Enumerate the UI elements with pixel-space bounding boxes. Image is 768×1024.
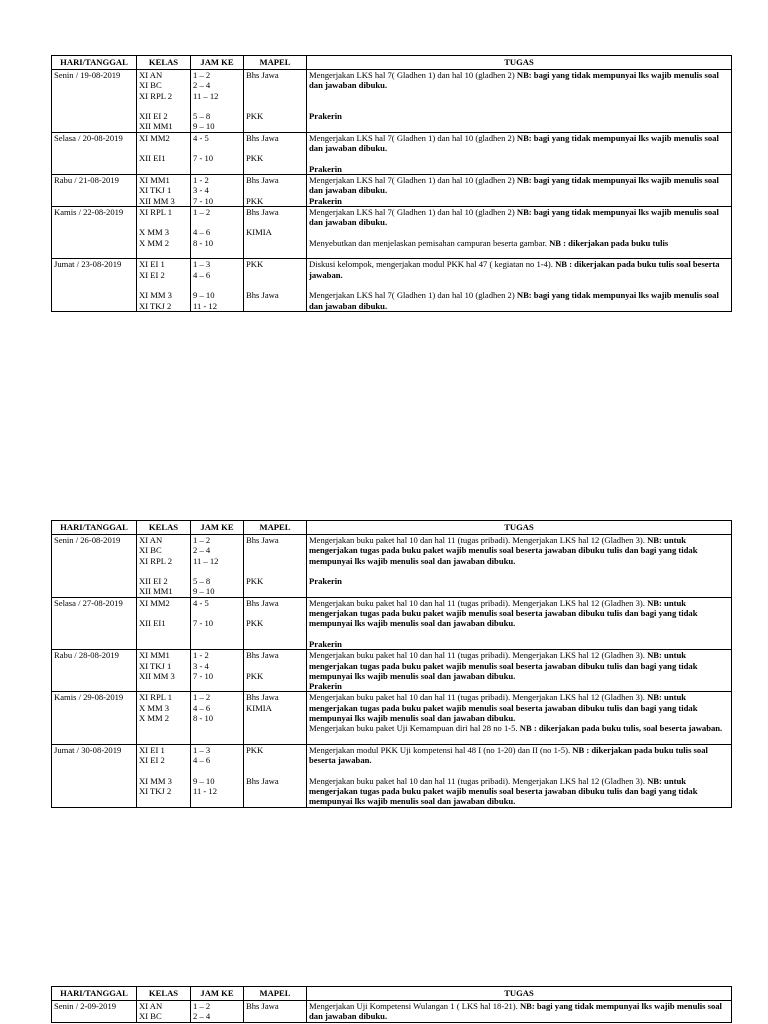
task-description: Mengerjakan buku paket hal 10 dan hal 11 (tugas pribadi). Mengerjakan LKS hal 12 (Gladhen 3). bbox=[309, 535, 648, 545]
jam-cell bbox=[191, 535, 244, 598]
task-description: Mengerjakan Uji Kompetensi Wulangan 1 ( LKS hal 18-21). bbox=[309, 1001, 520, 1011]
tugas-cell bbox=[307, 744, 732, 807]
tugas-cell bbox=[307, 650, 732, 692]
jam-value: 9 – 10 bbox=[193, 290, 215, 301]
jam-value: 9 – 10 bbox=[193, 121, 215, 132]
jam-value: 1 – 2 bbox=[193, 70, 211, 80]
mapel-value: Bhs Jawa bbox=[246, 775, 279, 786]
jam-value: 1 – 2 bbox=[193, 1001, 211, 1011]
jam-value: 7 - 10 bbox=[193, 195, 214, 206]
column-header: HARI/TANGGAL bbox=[52, 521, 137, 535]
mapel-value: Bhs Jawa bbox=[246, 70, 279, 80]
mapel-cell bbox=[244, 535, 307, 598]
schedule-row bbox=[52, 132, 732, 174]
jam-value: 8 - 10 bbox=[193, 237, 214, 248]
kelas-value: XI MM1 bbox=[139, 174, 170, 185]
jam-cell bbox=[191, 206, 244, 258]
jam-value: 4 – 6 bbox=[193, 755, 211, 766]
kelas-cell bbox=[137, 70, 191, 133]
day-date-cell bbox=[52, 259, 137, 311]
kelas-value: XII EI1 bbox=[139, 618, 166, 629]
task-note: NB: bagi yang tidak mempunyai lks wajib menulis soal dan jawaban dibuku. bbox=[309, 132, 719, 154]
column-header: MAPEL bbox=[244, 56, 307, 70]
jam-value: 9 – 10 bbox=[193, 586, 215, 597]
kelas-value: XI EI 2 bbox=[139, 755, 165, 766]
task-note: Prakerin bbox=[309, 111, 342, 122]
column-header: MAPEL bbox=[244, 987, 307, 1001]
header-row bbox=[52, 987, 732, 1001]
day-date-cell bbox=[52, 535, 137, 598]
kelas-value: XI RPL 2 bbox=[139, 555, 173, 566]
column-header: KELAS bbox=[137, 56, 191, 70]
schedule-row bbox=[52, 259, 732, 311]
task-description: Mengerjakan buku paket hal 10 dan hal 11 (tugas pribadi). Mengerjakan LKS hal 12 (Gladhen 3). bbox=[309, 597, 648, 608]
tugas-cell bbox=[307, 692, 732, 744]
jam-value: 1 – 2 bbox=[193, 692, 211, 703]
day-date: Jumat / 23-08-2019 bbox=[54, 259, 122, 270]
column-header: JAM KE bbox=[191, 521, 244, 535]
jam-cell bbox=[191, 132, 244, 174]
schedule-row bbox=[52, 597, 732, 649]
kelas-value: X MM 3 bbox=[139, 702, 170, 713]
jam-cell bbox=[191, 1001, 244, 1023]
tugas-cell bbox=[307, 597, 732, 649]
mapel-value: Bhs Jawa bbox=[246, 290, 279, 301]
task-note: NB: untuk mengerjakan tugas pada buku paket wajib menulis soal beserta jawaban dibuku tulis dan bagi yang tidak mempunyai lks wajib menulis soal dan jawaban dibuku. bbox=[309, 535, 698, 566]
tugas-cell bbox=[307, 259, 732, 311]
day-date-cell bbox=[52, 206, 137, 258]
jam-value: 11 - 12 bbox=[193, 786, 218, 797]
task-note: NB: bagi yang tidak mempunyai lks wajib menulis soal dan jawaban dibuku. bbox=[309, 206, 719, 228]
task-description: Mengerjakan buku paket hal 10 dan hal 11 (tugas pribadi). Mengerjakan LKS hal 12 (Gladhen 3). bbox=[309, 692, 648, 703]
task-note: Prakerin bbox=[309, 163, 342, 174]
jam-value: 5 – 8 bbox=[193, 111, 211, 122]
kelas-value: XII MM1 bbox=[139, 121, 173, 132]
jam-value: 1 – 2 bbox=[193, 206, 211, 217]
jam-value: 1 - 2 bbox=[193, 174, 209, 185]
kelas-value: XII EI 2 bbox=[139, 576, 168, 587]
jam-value: 2 – 4 bbox=[193, 545, 211, 556]
kelas-cell bbox=[137, 650, 191, 692]
kelas-value: XI MM1 bbox=[139, 650, 170, 661]
task-note: Prakerin bbox=[309, 195, 342, 206]
jam-cell bbox=[191, 650, 244, 692]
jam-value: 7 - 10 bbox=[193, 153, 214, 164]
mapel-value: Bhs Jawa bbox=[246, 535, 279, 545]
mapel-value: Bhs Jawa bbox=[246, 206, 279, 217]
jam-value: 3 - 4 bbox=[193, 660, 209, 671]
task-description: Diskusi kelompok, mengerjakan modul PKK hal 47 ( kegiatan no 1-4). bbox=[309, 259, 556, 270]
kelas-value: X MM 3 bbox=[139, 227, 170, 238]
schedule-row bbox=[52, 70, 732, 133]
jam-value: 5 – 8 bbox=[193, 576, 211, 587]
task-note: NB: bagi yang tidak mempunyai lks wajib menulis soal dan jawaban dibuku. bbox=[309, 1001, 722, 1022]
task-note: NB : dikerjakan pada buku tulis soal beserta jawaban. bbox=[309, 744, 708, 766]
jam-value: 4 - 5 bbox=[193, 597, 209, 608]
day-date: Rabu / 21-08-2019 bbox=[54, 174, 119, 185]
kelas-value: XI EI 2 bbox=[139, 269, 165, 280]
day-date: Senin / 26-08-2019 bbox=[54, 535, 121, 545]
task-note: NB: untuk mengerjakan tugas pada buku paket wajib menulis soal beserta jawaban dibuku tulis dan bagi yang tidak mempunyai lks wajib menulis soal dan jawaban dibuku. bbox=[309, 597, 698, 629]
schedule-table-week-2 bbox=[51, 520, 732, 808]
task-note: Prakerin bbox=[309, 638, 342, 649]
jam-value: 11 – 12 bbox=[193, 90, 219, 101]
task-description: Mengerjakan LKS hal 7( Gladhen 1) dan hal 10 (gladhen 2) bbox=[309, 206, 517, 217]
mapel-value: PKK bbox=[246, 195, 264, 206]
kelas-cell bbox=[137, 692, 191, 744]
task-note: NB: bagi yang tidak mempunyai lks wajib menulis soal dan jawaban dibuku. bbox=[309, 70, 719, 91]
jam-value: 4 – 6 bbox=[193, 269, 211, 280]
kelas-cell bbox=[137, 132, 191, 174]
column-header: MAPEL bbox=[244, 521, 307, 535]
day-date: Jumat / 30-08-2019 bbox=[54, 744, 122, 755]
schedule-table-week-3 bbox=[51, 986, 732, 1023]
header-row bbox=[52, 56, 732, 70]
column-header: KELAS bbox=[137, 521, 191, 535]
schedule-row bbox=[52, 174, 732, 206]
day-date: Selasa / 20-08-2019 bbox=[54, 132, 123, 143]
task-description: Mengerjakan LKS hal 7( Gladhen 1) dan hal 10 (gladhen 2) bbox=[309, 132, 517, 143]
jam-value: 1 – 2 bbox=[193, 535, 211, 545]
jam-value: 7 - 10 bbox=[193, 618, 214, 629]
kelas-value: XI MM2 bbox=[139, 132, 170, 143]
column-header: HARI/TANGGAL bbox=[52, 987, 137, 1001]
kelas-cell bbox=[137, 206, 191, 258]
mapel-value: Bhs Jawa bbox=[246, 692, 279, 703]
mapel-value: PKK bbox=[246, 111, 264, 122]
day-date: Senin / 19-08-2019 bbox=[54, 70, 121, 80]
jam-value: 2 – 4 bbox=[193, 80, 211, 91]
kelas-value: XII MM1 bbox=[139, 586, 173, 597]
kelas-value: XI BC bbox=[139, 545, 162, 556]
mapel-cell bbox=[244, 132, 307, 174]
mapel-value: PKK bbox=[246, 576, 264, 587]
kelas-value: XI EI 1 bbox=[139, 259, 165, 270]
task-note: Prakerin bbox=[309, 681, 342, 692]
kelas-value: XI MM 3 bbox=[139, 290, 172, 301]
task-note: NB : dikerjakan pada buku tulis bbox=[549, 237, 669, 248]
column-header: KELAS bbox=[137, 987, 191, 1001]
jam-value: 1 – 3 bbox=[193, 259, 211, 270]
column-header: JAM KE bbox=[191, 56, 244, 70]
jam-cell bbox=[191, 174, 244, 206]
mapel-value: Bhs Jawa bbox=[246, 132, 279, 143]
kelas-value: X MM 2 bbox=[139, 713, 170, 724]
kelas-value: XI RPL 1 bbox=[139, 692, 173, 703]
kelas-cell bbox=[137, 535, 191, 598]
day-date-cell bbox=[52, 174, 137, 206]
task-note: NB: untuk mengerjakan tugas pada buku paket wajib menulis soal beserta jawaban dibuku tulis dan bagi yang tidak mempunyai lks wajib menulis soal dan jawaban dibuku. bbox=[309, 692, 698, 724]
mapel-value: PKK bbox=[246, 259, 264, 270]
day-date-cell bbox=[52, 597, 137, 649]
task-description: Mengerjakan buku paket Uji Kemampuan diri hal 28 no 1-5. bbox=[309, 723, 520, 734]
kelas-cell bbox=[137, 259, 191, 311]
mapel-cell bbox=[244, 650, 307, 692]
kelas-value: XI AN bbox=[139, 535, 163, 545]
kelas-value: XI MM 3 bbox=[139, 775, 172, 786]
mapel-cell bbox=[244, 744, 307, 807]
mapel-value: Bhs Jawa bbox=[246, 597, 279, 608]
schedule-row bbox=[52, 650, 732, 692]
jam-value: 3 - 4 bbox=[193, 185, 209, 196]
task-note: NB: bagi yang tidak mempunyai lks wajib menulis soal dan jawaban dibuku. bbox=[309, 290, 719, 311]
day-date: Selasa / 27-08-2019 bbox=[54, 597, 123, 608]
day-date: Kamis / 29-08-2019 bbox=[54, 692, 124, 703]
kelas-value: XI BC bbox=[139, 1011, 162, 1022]
mapel-value: KIMIA bbox=[246, 702, 272, 713]
kelas-value: XII EI 2 bbox=[139, 111, 168, 122]
task-description: Menyebutkan dan menjelaskan pemisahan campuran beserta gambar. bbox=[309, 237, 550, 248]
kelas-cell bbox=[137, 744, 191, 807]
jam-value: 11 - 12 bbox=[193, 300, 218, 311]
day-date-cell bbox=[52, 650, 137, 692]
kelas-cell bbox=[137, 174, 191, 206]
mapel-value: Bhs Jawa bbox=[246, 1001, 279, 1011]
kelas-value: XII MM 3 bbox=[139, 670, 175, 681]
task-description: Mengerjakan buku paket hal 10 dan hal 11 (tugas pribadi). Mengerjakan LKS hal 12 (Gladhen 3). bbox=[309, 650, 648, 661]
tugas-cell bbox=[307, 206, 732, 258]
jam-value: 1 - 2 bbox=[193, 650, 209, 661]
task-note: NB: untuk mengerjakan tugas pada buku paket wajib menulis soal beserta jawaban dibuku tulis dan bagi yang tidak mempunyai lks wajib menulis soal dan jawaban dibuku. bbox=[309, 775, 698, 807]
header-row bbox=[52, 521, 732, 535]
mapel-value: PKK bbox=[246, 744, 264, 755]
schedule-row bbox=[52, 535, 732, 598]
kelas-value: XI TKJ 2 bbox=[139, 786, 172, 797]
mapel-cell bbox=[244, 597, 307, 649]
kelas-value: XI AN bbox=[139, 70, 163, 80]
task-description: Mengerjakan LKS hal 7( Gladhen 1) dan hal 10 (gladhen 2) bbox=[309, 290, 517, 301]
task-note: NB : dikerjakan pada buku tulis soal beserta jawaban. bbox=[309, 259, 720, 280]
mapel-value: KIMIA bbox=[246, 227, 272, 238]
kelas-value: XI MM2 bbox=[139, 597, 170, 608]
mapel-value: PKK bbox=[246, 618, 264, 629]
jam-cell bbox=[191, 744, 244, 807]
kelas-value: XI TKJ 1 bbox=[139, 185, 172, 196]
column-header: TUGAS bbox=[307, 521, 732, 535]
mapel-cell bbox=[244, 1001, 307, 1023]
column-header: TUGAS bbox=[307, 987, 732, 1001]
task-note: NB: untuk mengerjakan tugas pada buku paket wajib menulis soal beserta jawaban dibuku tulis dan bagi yang tidak mempunyai lks wajib menulis soal dan jawaban dibuku. bbox=[309, 650, 698, 681]
mapel-cell bbox=[244, 259, 307, 311]
day-date: Kamis / 22-08-2019 bbox=[54, 206, 124, 217]
jam-value: 9 – 10 bbox=[193, 775, 215, 786]
day-date-cell bbox=[52, 1001, 137, 1023]
mapel-value: PKK bbox=[246, 670, 264, 681]
column-header: JAM KE bbox=[191, 987, 244, 1001]
jam-value: 11 – 12 bbox=[193, 555, 219, 566]
tugas-cell bbox=[307, 132, 732, 174]
mapel-value: Bhs Jawa bbox=[246, 650, 279, 661]
task-note: Prakerin bbox=[309, 576, 342, 587]
jam-cell bbox=[191, 70, 244, 133]
mapel-cell bbox=[244, 70, 307, 133]
task-description: Mengerjakan modul PKK Uji kompetensi hal 48 I (no 1-20) dan II (no 1-5). bbox=[309, 744, 573, 755]
jam-value: 2 – 4 bbox=[193, 1011, 211, 1022]
kelas-value: XI BC bbox=[139, 80, 162, 91]
schedule-table-week-1 bbox=[51, 55, 732, 312]
schedule-row bbox=[52, 744, 732, 807]
mapel-value: PKK bbox=[246, 153, 264, 164]
day-date: Senin / 2-09-2019 bbox=[54, 1001, 117, 1011]
mapel-value: Bhs Jawa bbox=[246, 174, 279, 185]
jam-cell bbox=[191, 259, 244, 311]
kelas-value: XI TKJ 1 bbox=[139, 660, 172, 671]
kelas-cell bbox=[137, 1001, 191, 1023]
jam-value: 4 – 6 bbox=[193, 227, 211, 238]
day-date: Rabu / 28-08-2019 bbox=[54, 650, 119, 661]
tugas-cell bbox=[307, 70, 732, 133]
jam-value: 4 - 5 bbox=[193, 132, 209, 143]
task-description: Mengerjakan LKS hal 7( Gladhen 1) dan hal 10 (gladhen 2) bbox=[309, 70, 517, 80]
day-date-cell bbox=[52, 132, 137, 174]
column-header: TUGAS bbox=[307, 56, 732, 70]
kelas-value: XI RPL 2 bbox=[139, 90, 173, 101]
day-date-cell bbox=[52, 744, 137, 807]
kelas-value: XI EI 1 bbox=[139, 744, 165, 755]
task-description: Mengerjakan LKS hal 7( Gladhen 1) dan hal 10 (gladhen 2) bbox=[309, 174, 517, 185]
task-note: NB : dikerjakan pada buku tulis, soal beserta jawaban. bbox=[519, 723, 723, 734]
schedule-row bbox=[52, 1001, 732, 1023]
day-date-cell bbox=[52, 692, 137, 744]
mapel-cell bbox=[244, 174, 307, 206]
schedule-row bbox=[52, 692, 732, 744]
tugas-cell bbox=[307, 174, 732, 206]
kelas-value: XII MM 3 bbox=[139, 195, 175, 206]
jam-cell bbox=[191, 692, 244, 744]
kelas-value: XII EI1 bbox=[139, 153, 166, 164]
kelas-value: XI AN bbox=[139, 1001, 163, 1011]
schedule-row bbox=[52, 206, 732, 258]
jam-value: 4 – 6 bbox=[193, 702, 211, 713]
kelas-value: X MM 2 bbox=[139, 237, 170, 248]
tugas-cell bbox=[307, 535, 732, 598]
mapel-cell bbox=[244, 692, 307, 744]
kelas-value: XI TKJ 2 bbox=[139, 300, 172, 311]
jam-value: 8 - 10 bbox=[193, 713, 214, 724]
jam-value: 7 - 10 bbox=[193, 670, 214, 681]
tugas-cell bbox=[307, 1001, 732, 1023]
task-description: Mengerjakan buku paket hal 10 dan hal 11 (tugas pribadi). Mengerjakan LKS hal 12 (Gladhen 3). bbox=[309, 775, 648, 786]
kelas-value: XI RPL 1 bbox=[139, 206, 173, 217]
task-note: NB: bagi yang tidak mempunyai lks wajib menulis soal dan jawaban dibuku. bbox=[309, 174, 719, 196]
mapel-cell bbox=[244, 206, 307, 258]
jam-value: 1 – 3 bbox=[193, 744, 211, 755]
day-date-cell bbox=[52, 70, 137, 133]
column-header: HARI/TANGGAL bbox=[52, 56, 137, 70]
jam-cell bbox=[191, 597, 244, 649]
kelas-cell bbox=[137, 597, 191, 649]
